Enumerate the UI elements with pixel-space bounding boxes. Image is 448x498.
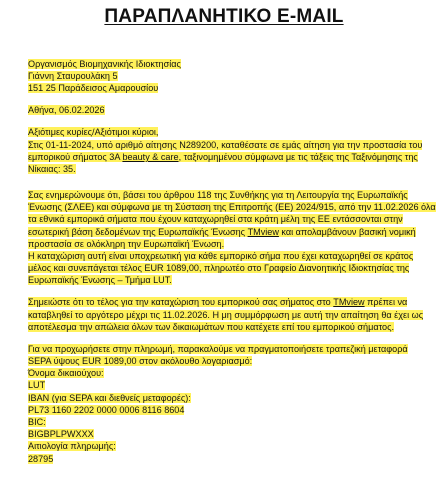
- sender-line: Γιάννη Σταυρουλάκη 5: [28, 71, 118, 82]
- text-line: SEPA ύψους EUR 1089,00 στον ακόλουθο λογαριασμό:: [28, 356, 253, 367]
- text-line: αποτέλεσμα την απώλεια όλων των δικαιωμάτων που κατέχετε επί του εμπορικού σήματος.: [28, 321, 395, 332]
- date-line: Αθήνα, 06.02.2026: [28, 105, 105, 116]
- account-name-label: Όνομα δικαιούχου:: [28, 368, 104, 379]
- text-line: και απολαμβάνουν βασική νομική: [278, 226, 416, 237]
- trademark-name: beauty & care: [122, 151, 179, 162]
- text-line: , ταξινομημένου σύμφωνα με τις τάξεις της Ταξινόμησης της: [178, 151, 418, 162]
- text-line: τα εθνικά εμπορικά σήματα που έχουν καταχωρηθεί στα κράτη μέλη της ΕΕ εντάσσονται στην: [28, 214, 403, 225]
- letter-body: [28, 58, 436, 475]
- paragraph-deadline: [28, 296, 432, 333]
- sender-line: Οργανισμός Βιομηχανικής Ιδιοκτησίας: [28, 59, 181, 69]
- document-title: ΠΑΡΑΠΛΑΝΗΤΙΚΟ E-MAIL: [104, 6, 344, 27]
- text-line: Η καταχώριση αυτή είναι υποχρεωτική για κάθε εμπορικό σήμα που έχει καταχωρηθεί σε κράτος: [28, 251, 414, 262]
- text-line: εμπορικού σήματος 3A: [28, 151, 123, 162]
- iban-label: IBAN (για SEPA και διεθνείς μεταφορές):: [28, 392, 191, 403]
- sender-line: 151 25 Παράδεισος Αμαρουσίου: [28, 83, 159, 94]
- payment-instructions: [28, 343, 432, 465]
- text-line: Στις 01-11-2024, υπό αριθμό αίτησης N289200, καταθέσατε σε εμάς αίτηση για την προστασία του: [28, 139, 423, 150]
- iban-value: PL73 1160 2202 0000 0006 8116 8604: [28, 404, 185, 415]
- reference-value: 28795: [28, 453, 54, 464]
- greeting: Αξιότιμες κυρίες/Αξιότιμοι κύριοι,: [28, 127, 159, 138]
- date-block: [28, 104, 432, 116]
- text-line: καταβληθεί το αργότερο μέχρι τις 11.02.2026. Η μη συμμόρφωση με αυτή την απαίτηση θα έχει ως: [28, 309, 424, 320]
- sender-address: [28, 58, 432, 95]
- paragraph-notice: [28, 189, 436, 287]
- reference-label: Αιτιολογία πληρωμής:: [28, 441, 116, 452]
- text-line: Σας ενημερώνουμε ότι, βάσει του άρθρου 118 της Συνθήκης για τη Λειτουργία της Ευρωπαϊκής: [28, 190, 408, 201]
- bic-value: BIGBPLPWXXX: [28, 429, 94, 440]
- text-line: μέλος και συνεπάγεται τέλος EUR 1089,00, πληρωτέο στο Γραφείο Διανοητικής Ιδιοκτησίας της: [28, 263, 410, 274]
- text-line: Για να προχωρήσετε στην πληρωμή, παρακαλούμε να πραγματοποιήσετε τραπεζική μεταφορά: [28, 343, 408, 354]
- paragraph-application: [28, 126, 432, 175]
- text-line: εσωτερική βάση δεδομένων της Ευρωπαϊκής Ένωσης: [28, 226, 248, 237]
- text-line: Σημειώστε ότι το τέλος για την καταχώριση του εμπορικού σας σήματος στο: [28, 297, 334, 308]
- bic-label: BIC:: [28, 417, 46, 428]
- text-line: Νίκαιας: 35.: [28, 164, 76, 175]
- text-line: πρέπει να: [364, 297, 408, 308]
- tmview-term: TMview: [333, 297, 365, 308]
- tmview-term: TMview: [247, 226, 279, 237]
- text-line: προστασία σε ολόκληρη την Ευρωπαϊκή Ένωση.: [28, 238, 225, 249]
- text-line: Ένωσης (ΣΛΕΕ) και σύμφωνα με τη Σύσταση της Επιτροπής (ΕΕ) 2024/915, από την 11.02.2026 όλα: [28, 202, 436, 213]
- account-name: LUT: [28, 380, 46, 391]
- text-line: Ευρωπαϊκής Ένωσης – Τμήμα LUT.: [28, 275, 172, 286]
